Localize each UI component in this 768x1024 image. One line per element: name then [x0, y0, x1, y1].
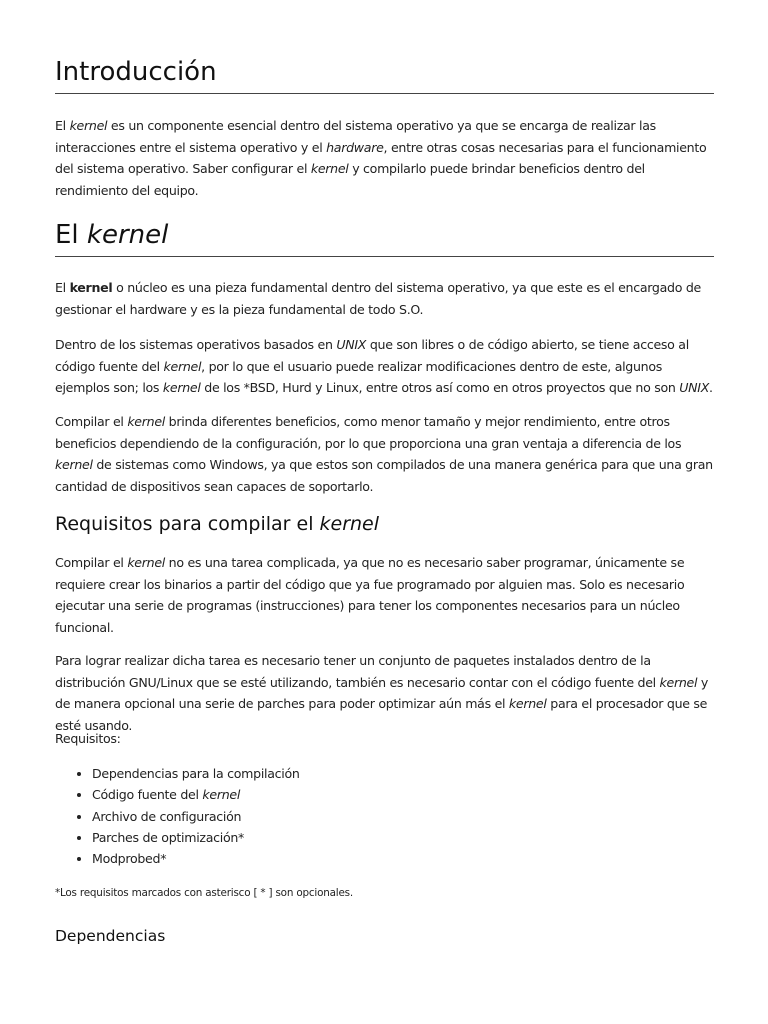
text: no es una tarea complicada, ya que no es necesario saber programar, únicamente se requiere crear los binarios a partir del código que ya fue programado por alguien mas. Solo es necesario ejecutar una serie de programas (instrucciones) para tener los componentes necesarios para un núcleo funcional.	[55, 555, 685, 635]
italic-term: kernel	[508, 696, 547, 711]
italic-term: kernel	[69, 118, 108, 133]
list-item: • Archivo de configuración	[92, 806, 712, 827]
italic-term: kernel	[163, 358, 202, 374]
text: brinda diferentes beneficios, como menor tamaño y mejor rendimiento, entre otros beneficios dependiendo de la configuración, por lo que proporciona una gran ventaja a diferencia de los	[55, 414, 682, 451]
text: Para lograr realizar dicha tarea es necesario tener un conjunto de paquetes instalados dentro de la distribución GNU/Linux que se esté utilizando, también es necesario contar con el código fuente del	[55, 653, 660, 690]
text: de sistemas como Windows, ya que estos son compilados de una manera genérica para que una gran cantidad de dispositivos sean capaces de soportarlo.	[55, 457, 713, 494]
text: es un componente esencial dentro del sistema operativo ya que se encarga de realizar las interacciones entre el sistema operativo y el	[55, 118, 656, 155]
text: y de manera opcional una serie de parches para poder optimizar aún más el	[55, 674, 709, 711]
heading-italic: kernel	[86, 220, 169, 250]
list-item	[92, 784, 712, 805]
italic-term: UNIX	[336, 337, 367, 352]
requirements-paragraph-2	[55, 650, 717, 736]
requirements-label: Requisitos:	[55, 731, 121, 746]
italic-term: kernel	[310, 161, 349, 176]
italic-term: kernel	[202, 787, 241, 803]
heading-text: El	[55, 220, 87, 250]
list-item: • Parches de optimización*	[92, 827, 712, 848]
italic-term: UNIX	[679, 380, 710, 395]
italic-term: kernel	[127, 555, 165, 570]
section-heading-introduccion: Introducción	[55, 55, 714, 94]
text: Compilar el	[55, 414, 128, 429]
text: El	[55, 280, 70, 295]
bold-term: kernel	[69, 280, 113, 295]
section-heading-el-kernel	[55, 218, 714, 257]
text: que son libres o de código abierto, se tiene acceso al código fuente del	[55, 337, 689, 374]
requirements-paragraph-1	[55, 552, 717, 638]
text: o núcleo es una pieza fundamental dentro del sistema operativo, ya que este es el encargado de gestionar el hardware y es la pieza fundamental de todo S.O.	[55, 280, 701, 317]
requirements-list	[55, 763, 712, 869]
list-item: • Modprobed*	[92, 848, 712, 869]
intro-paragraph	[55, 115, 717, 201]
italic-term: kernel	[55, 457, 93, 472]
section-heading-requisitos	[55, 511, 714, 537]
italic-term: kernel	[162, 380, 201, 395]
text: , entre otras cosas necesarias para el funcionamiento del sistema operativo. Saber configurar el	[55, 139, 707, 176]
text: de los *BSD, Hurd y Linux, entre otros así como en otros proyectos que no son	[200, 380, 680, 395]
kernel-paragraph-2	[55, 334, 717, 399]
section-heading-dependencias: Dependencias	[55, 927, 166, 945]
text: , por lo que el usuario puede realizar modificaciones dentro de este, algunos ejemplos son; los	[55, 358, 663, 395]
italic-term: kernel	[127, 414, 165, 429]
optional-note: *Los requisitos marcados con asterisco [ * ] son opcionales.	[55, 887, 353, 899]
italic-term: kernel	[659, 674, 698, 690]
text: para el procesador que se esté usando.	[55, 696, 708, 733]
text: y compilarlo puede brindar beneficios dentro del rendimiento del equipo.	[55, 161, 645, 198]
text: El	[55, 118, 70, 133]
heading-italic: kernel	[319, 513, 380, 535]
text: Código fuente del	[92, 787, 203, 803]
heading-text: Requisitos para compilar el	[55, 513, 320, 535]
kernel-paragraph-3	[55, 411, 717, 497]
text: Dentro de los sistemas operativos basados en	[55, 337, 337, 352]
kernel-paragraph-1	[55, 277, 717, 320]
italic-term: hardware	[326, 139, 384, 155]
text: .	[709, 380, 713, 395]
list-item: • Dependencias para la compilación	[92, 763, 712, 784]
text: Compilar el	[55, 555, 128, 570]
